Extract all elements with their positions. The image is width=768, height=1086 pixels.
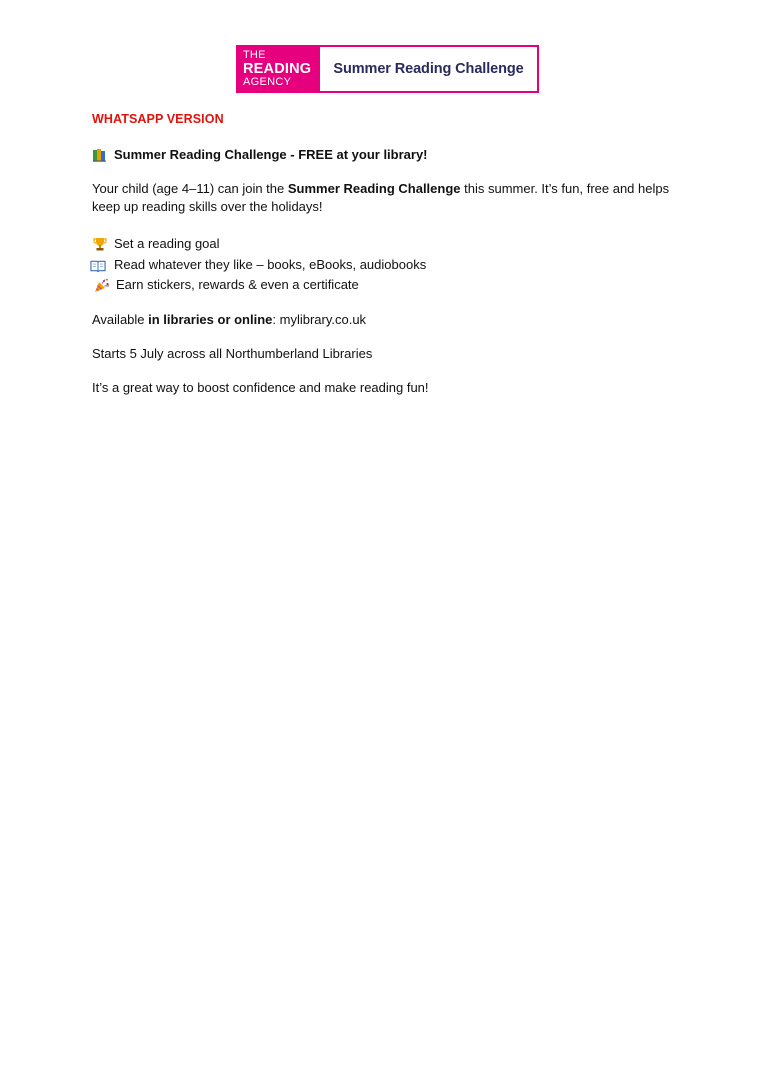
availability-text-start: Available — [92, 312, 149, 327]
logo-brand-the: THE — [243, 48, 266, 61]
list-item — [92, 256, 692, 274]
list-item — [92, 276, 692, 294]
document-title-text: Summer Reading Challenge - FREE at your library! — [114, 147, 428, 162]
party-popper-icon — [94, 277, 110, 293]
closing-line: It’s a great way to boost confidence and make reading fun! — [92, 380, 429, 395]
trophy-icon — [92, 236, 108, 252]
summer-reading-challenge-logo — [236, 45, 539, 93]
bullet-text: Earn stickers, rewards & even a certificate — [116, 277, 359, 292]
reading-agency-logo — [238, 47, 320, 91]
list-item — [92, 235, 692, 253]
open-book-icon — [90, 257, 106, 273]
availability-text-end: : mylibrary.co.uk — [272, 312, 367, 327]
start-date-line: Starts 5 July across all Northumberland Libraries — [92, 346, 373, 361]
version-label: WHATSAPP VERSION — [92, 112, 224, 126]
intro-text-end: this summer. It’s fun, free and helps keep up reading skills over the holidays! — [92, 181, 670, 214]
intro-paragraph — [92, 180, 682, 216]
availability-text-bold: in libraries or online — [148, 312, 273, 327]
logo-product-name: Summer Reading Challenge — [333, 61, 524, 77]
availability-line — [92, 311, 692, 329]
document-title — [92, 146, 692, 164]
intro-text-bold: Summer Reading Challenge — [287, 181, 461, 196]
bullet-text: Set a reading goal — [114, 236, 220, 251]
intro-text-start: Your child (age 4–11) can join the — [92, 181, 288, 196]
books-icon — [92, 147, 108, 163]
bullet-text: Read whatever they like – books, eBooks, audiobooks — [114, 257, 427, 272]
logo-brand-reading: READING — [243, 60, 312, 77]
logo-brand-agency: AGENCY — [243, 76, 292, 89]
